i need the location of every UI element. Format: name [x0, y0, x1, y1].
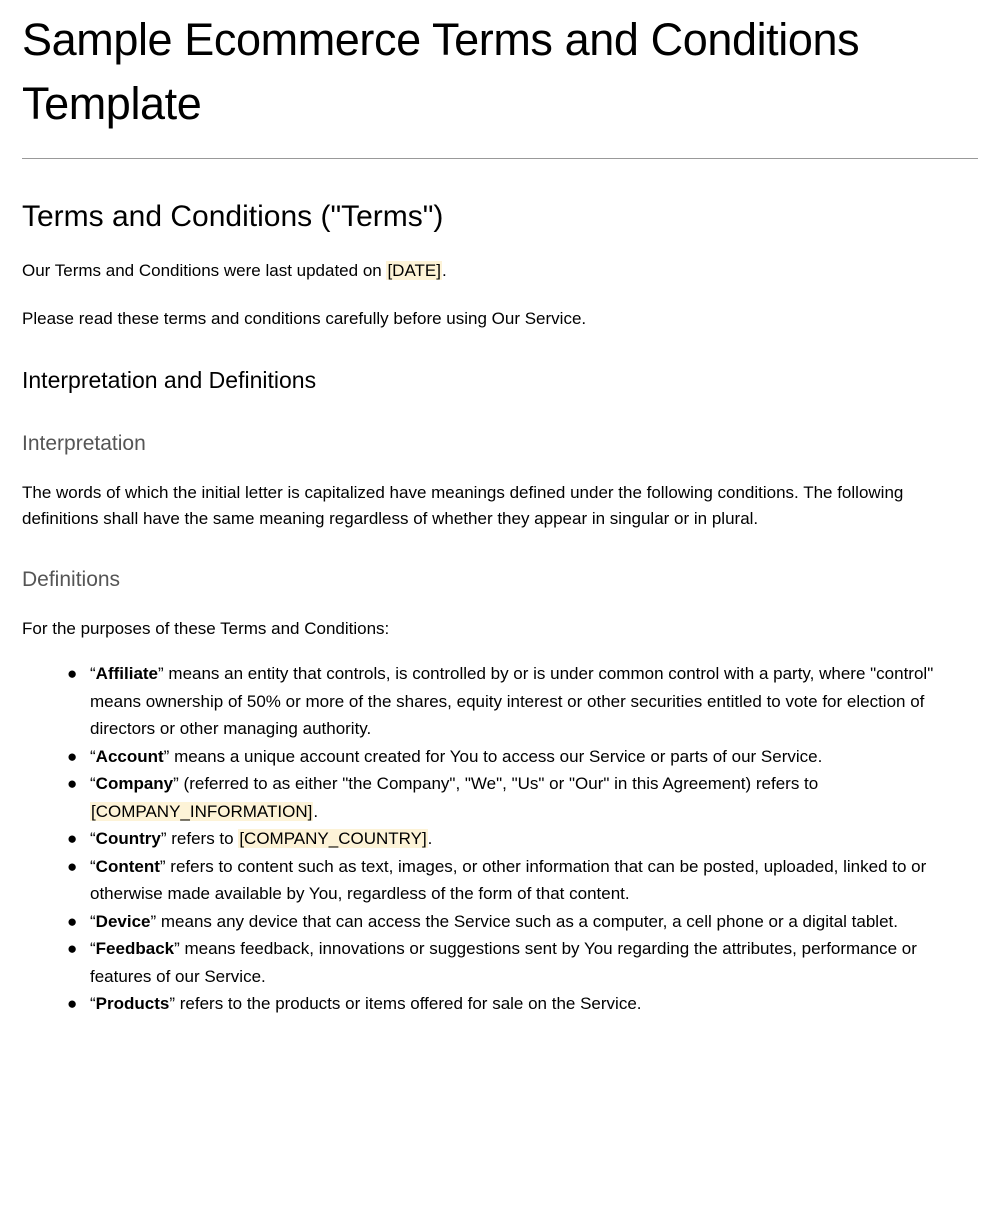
- list-item: [22, 935, 978, 990]
- heading-interpretation-and-definitions: Interpretation and Definitions: [22, 367, 317, 394]
- definition-tail: .: [427, 829, 433, 849]
- list-item: [22, 660, 978, 743]
- open-quote: “: [90, 663, 96, 683]
- open-quote: “: [90, 911, 96, 931]
- close-quote: ”: [160, 829, 167, 849]
- open-quote: “: [90, 994, 96, 1014]
- last-updated-suffix: .: [441, 260, 447, 280]
- definition-text: refers to: [166, 829, 239, 849]
- company-country-placeholder: [COMPANY_COUNTRY]: [239, 829, 427, 849]
- heading-definitions: Definitions: [22, 568, 121, 592]
- list-item: [22, 770, 978, 825]
- close-quote: ”: [174, 939, 180, 959]
- close-quote: ”: [159, 856, 166, 876]
- list-item: [22, 743, 978, 771]
- open-quote: “: [90, 939, 96, 959]
- definition-text: means a unique account created for You to access our Service or parts of our Service.: [169, 746, 823, 766]
- definition-term: Company: [95, 774, 174, 794]
- open-quote: “: [90, 856, 96, 876]
- heading-interpretation: Interpretation: [22, 432, 146, 456]
- open-quote: “: [90, 774, 96, 794]
- close-quote: ”: [173, 774, 179, 794]
- page-title: Sample Ecommerce Terms and Conditions Template: [22, 14, 860, 129]
- bullet-icon: ●: [67, 994, 78, 1014]
- definitions-list: [22, 660, 978, 1018]
- list-item: [22, 853, 978, 908]
- last-updated-prefix: Our Terms and Conditions were last updated on: [22, 260, 387, 280]
- definition-text: means any device that can access the Service such as a computer, a cell phone or a digital tablet.: [156, 911, 898, 931]
- definition-text: (referred to as either "the Company", "We", "Us" or "Our" in this Agreement) refers to: [178, 774, 819, 794]
- company-information-placeholder: [COMPANY_INFORMATION]: [91, 801, 313, 821]
- bullet-icon: ●: [67, 774, 78, 794]
- bullet-icon: ●: [67, 939, 78, 959]
- definition-term: Affiliate: [95, 663, 159, 683]
- definition-term: Country: [95, 829, 161, 849]
- bullet-icon: ●: [67, 856, 78, 876]
- definition-term: Content: [95, 856, 160, 876]
- definition-term: Device: [95, 911, 151, 931]
- definition-tail: .: [313, 801, 319, 821]
- bullet-icon: ●: [67, 911, 78, 931]
- close-quote: ”: [158, 663, 164, 683]
- close-quote: ”: [169, 994, 176, 1014]
- document-page: [0, 8, 1000, 1018]
- list-item: [22, 825, 978, 853]
- heading-terms-and-conditions: Terms and Conditions ("Terms"): [22, 199, 444, 233]
- list-item: [22, 908, 978, 936]
- title-divider: [22, 158, 978, 159]
- last-updated-paragraph: [22, 258, 978, 284]
- bullet-icon: ●: [67, 829, 78, 849]
- definition-text: refers to the products or items offered for sale on the Service.: [175, 994, 642, 1014]
- date-placeholder: [DATE]: [387, 260, 441, 280]
- definition-term: Account: [95, 746, 164, 766]
- open-quote: “: [90, 829, 96, 849]
- interpretation-paragraph: The words of which the initial letter is capitalized have meanings defined under the following conditions. The following definitions shall have the same meaning regardless of whether they appear in singular or in plural.: [22, 482, 904, 528]
- read-carefully-paragraph: Please read these terms and conditions carefully before using Our Service.: [22, 309, 587, 329]
- close-quote: ”: [150, 911, 157, 931]
- bullet-icon: ●: [67, 663, 78, 683]
- open-quote: “: [90, 746, 96, 766]
- bullet-icon: ●: [67, 746, 78, 766]
- definition-text: means feedback, innovations or suggestions sent by You regarding the attributes, performance or features of our Service.: [90, 939, 917, 986]
- definition-text: means an entity that controls, is controlled by or is under common control with a party, where "control" means ownership of 50% or more of the shares, equity interest or other securities entitled to vote for election of directors or other managing authority.: [90, 663, 934, 739]
- list-item: [22, 990, 978, 1018]
- definition-term: Products: [95, 994, 170, 1014]
- definitions-intro-paragraph: For the purposes of these Terms and Conditions:: [22, 618, 390, 638]
- close-quote: ”: [163, 746, 170, 766]
- definition-text: refers to content such as text, images, or other information that can be posted, uploaded, linked to or otherwise made available by You, regardless of the form of that content.: [90, 856, 927, 904]
- definition-term: Feedback: [95, 939, 175, 959]
